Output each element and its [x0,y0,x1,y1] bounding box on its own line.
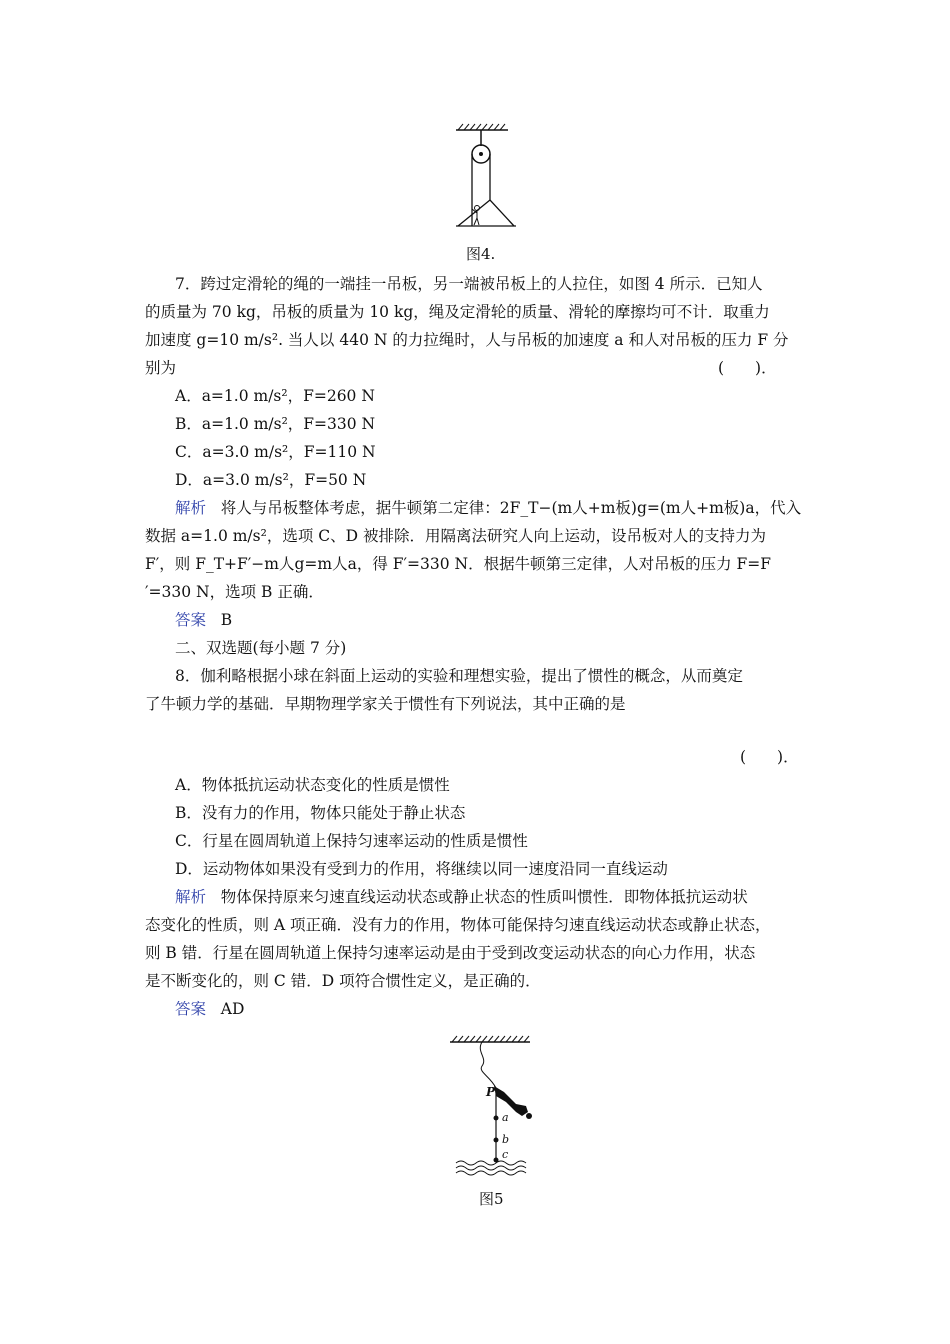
q7-analysis-line-4: ′=330 N，选项 B 正确． [145,583,324,601]
q7-line-3: 加速度 g=10 m/s². 当人以 440 N 的力拉绳时，人与吊板的加速度 a 和人对吊板的压力 F 分 [145,331,789,349]
q7-option-b: B．a=1.0 m/s²，F=330 N [175,415,376,433]
q8-answer-value: AD [220,1000,245,1018]
q7-line-2: 的质量为 70 kg，吊板的质量为 10 kg，绳及定滑轮的质量、滑轮的摩擦均可不计．取重力 [145,303,770,321]
q8-answer-blank: ( )． [740,748,799,766]
q8-answer-label: 答案 [175,1000,207,1018]
q8-analysis-line-3: 则 B 错．行星在圆周轨道上保持匀速率运动是由于受到改变运动状态的向心力作用，状态 [145,944,756,962]
q8-analysis-line-1 [175,885,748,907]
q8-option-a: A．物体抵抗运动状态变化的性质是惯性 [175,776,450,794]
q8-line-1: 8．伽利略根据小球在斜面上运动的实验和理想实验，提出了惯性的概念，从而奠定 [175,667,743,685]
q7-option-c: C．a=3.0 m/s²，F=110 N [175,443,376,461]
figure-4-caption: 图4. [466,245,496,263]
q7-answer-line [175,608,232,630]
section-2-heading: 二、双选题(每小题 7 分) [175,639,347,657]
figure-5-label-p: P [486,1085,496,1099]
q8-analysis-line-2: 态变化的性质，则 A 项正确．没有力的作用，物体可能保持匀速直线运动状态或静止状态， [145,916,771,934]
q8-line-2: 了牛顿力学的基础．早期物理学家关于惯性有下列说法，其中正确的是 [145,695,626,713]
q7-analysis-text-1: 将人与吊板整体考虑，据牛顿第二定律：2F_T−(m人+m板)g=(m人+m板)a，代入 [220,499,802,517]
q7-option-d: D．a=3.0 m/s²，F=50 N [175,471,367,489]
q7-analysis-label: 解析 [175,499,207,517]
q7-option-a: A．a=1.0 m/s²，F=260 N [175,387,375,405]
figure-5-label-a: a [502,1111,509,1124]
figure-4-pulley-diagram [448,120,518,230]
figure-5-label-c: c [502,1148,509,1161]
q8-option-d: D．运动物体如果没有受到力的作用，将继续以同一速度沿同一直线运动 [175,860,668,878]
q8-option-b: B．没有力的作用，物体只能处于静止状态 [175,804,466,822]
q7-analysis-line-1 [175,496,801,518]
figure-5-caption: 图5 [479,1190,504,1208]
q7-answer-blank: ( )． [718,359,777,377]
q7-answer-value: B [220,611,233,629]
q8-analysis-text-1: 物体保持原来匀速直线运动状态或静止状态的性质叫惯性．即物体抵抗运动状 [220,888,748,906]
figure-5-bungee-diagram [446,1032,536,1182]
q8-analysis-label: 解析 [175,888,207,906]
q7-analysis-line-2: 数据 a=1.0 m/s²，选项 C、D 被排除．用隔离法研究人向上运动，设吊板对人的支持力为 [145,527,766,545]
q7-answer-label: 答案 [175,611,207,629]
figure-5-label-b: b [502,1133,510,1146]
q7-line-1: 7．跨过定滑轮的绳的一端挂一吊板，另一端被吊板上的人拉住，如图 4 所示．已知人 [175,275,763,293]
q7-line-4: 别为 [145,359,177,377]
q8-analysis-line-4: 是不断变化的，则 C 错．D 项符合惯性定义，是正确的． [145,972,541,990]
q8-option-c: C．行星在圆周轨道上保持匀速率运动的性质是惯性 [175,832,528,850]
q8-answer-line [175,997,244,1019]
q7-analysis-line-3: F′，则 F_T+F′−m人g=m人a，得 F′=330 N．根据牛顿第三定律，人对吊板的压力 F=F [145,555,772,573]
